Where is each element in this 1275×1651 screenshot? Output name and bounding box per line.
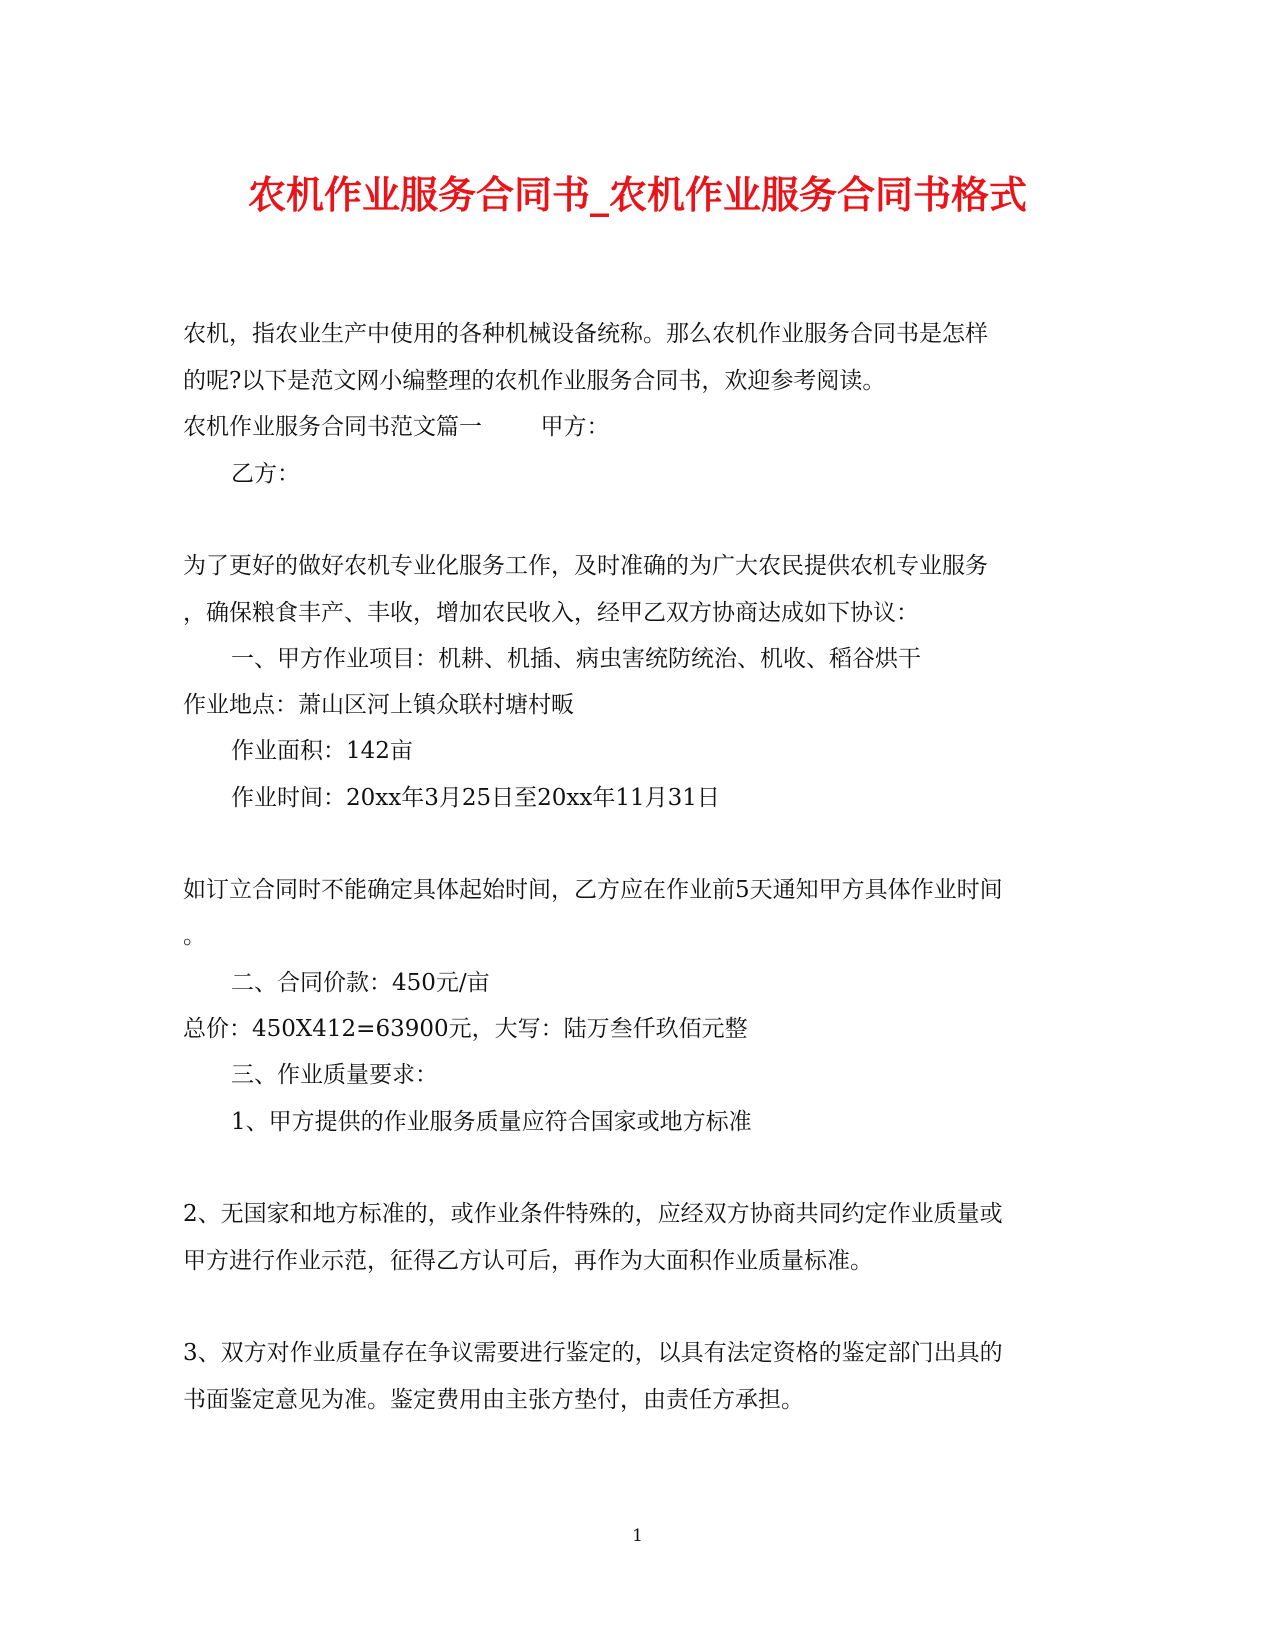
paragraph-line: 为了更好的做好农机专业化服务工作，及时准确的为广大农民提供农机专业服务 — [183, 553, 988, 579]
paragraph-line: 乙方： — [231, 461, 300, 487]
paragraph-line: 一、甲方作业项目：机耕、机插、病虫害统防统治、机收、稻谷烘干 — [231, 646, 921, 672]
paragraph-line: 作业面积：142亩 — [231, 738, 413, 764]
paragraph-line: 农机，指农业生产中使用的各种机械设备统称。那么农机作业服务合同书是怎样 — [183, 321, 988, 347]
paragraph-line: 3、双方对作业质量存在争议需要进行鉴定的，以具有法定资格的鉴定部门出具的 — [183, 1340, 1003, 1366]
paragraph-line: 二、合同价款：450元/亩 — [231, 970, 490, 996]
paragraph-line: 总价：450X412=63900元，大写：陆万叁仟玖佰元整 — [183, 1016, 748, 1042]
paragraph-line: 2、无国家和地方标准的，或作业条件特殊的，应经双方协商共同约定作业质量或 — [183, 1201, 1003, 1227]
paragraph-line: 三、作业质量要求： — [231, 1062, 438, 1088]
paragraph-line: 作业时间：20xx年3月25日至20xx年11月31日 — [231, 785, 720, 811]
paragraph-line: 1、甲方提供的作业服务质量应符合国家或地方标准 — [231, 1109, 752, 1135]
paragraph-line: ，确保粮食丰产、丰收，增加农民收入，经甲乙双方协商达成如下协议： — [183, 600, 919, 626]
paragraph-line: 书面鉴定意见为准。鉴定费用由主张方垫付，由责任方承担。 — [183, 1387, 804, 1413]
paragraph-line: 农机作业服务合同书范文篇一 甲方： — [183, 414, 610, 440]
page-number: 1 — [632, 1526, 643, 1546]
paragraph-line: 。 — [183, 923, 206, 949]
paragraph-line: 如订立合同时不能确定具体起始时间，乙方应在作业前5天通知甲方具体作业时间 — [183, 877, 1003, 903]
paragraph-line: 甲方进行作业示范，征得乙方认可后，再作为大面积作业质量标准。 — [183, 1248, 873, 1274]
paragraph-line: 作业地点：萧山区河上镇众联村塘村畈 — [183, 692, 574, 718]
document-title: 农机作业服务合同书_农机作业服务合同书格式 — [247, 172, 1027, 217]
paragraph-line: 的呢?以下是范文网小编整理的农机作业服务合同书，欢迎参考阅读。 — [183, 368, 886, 394]
